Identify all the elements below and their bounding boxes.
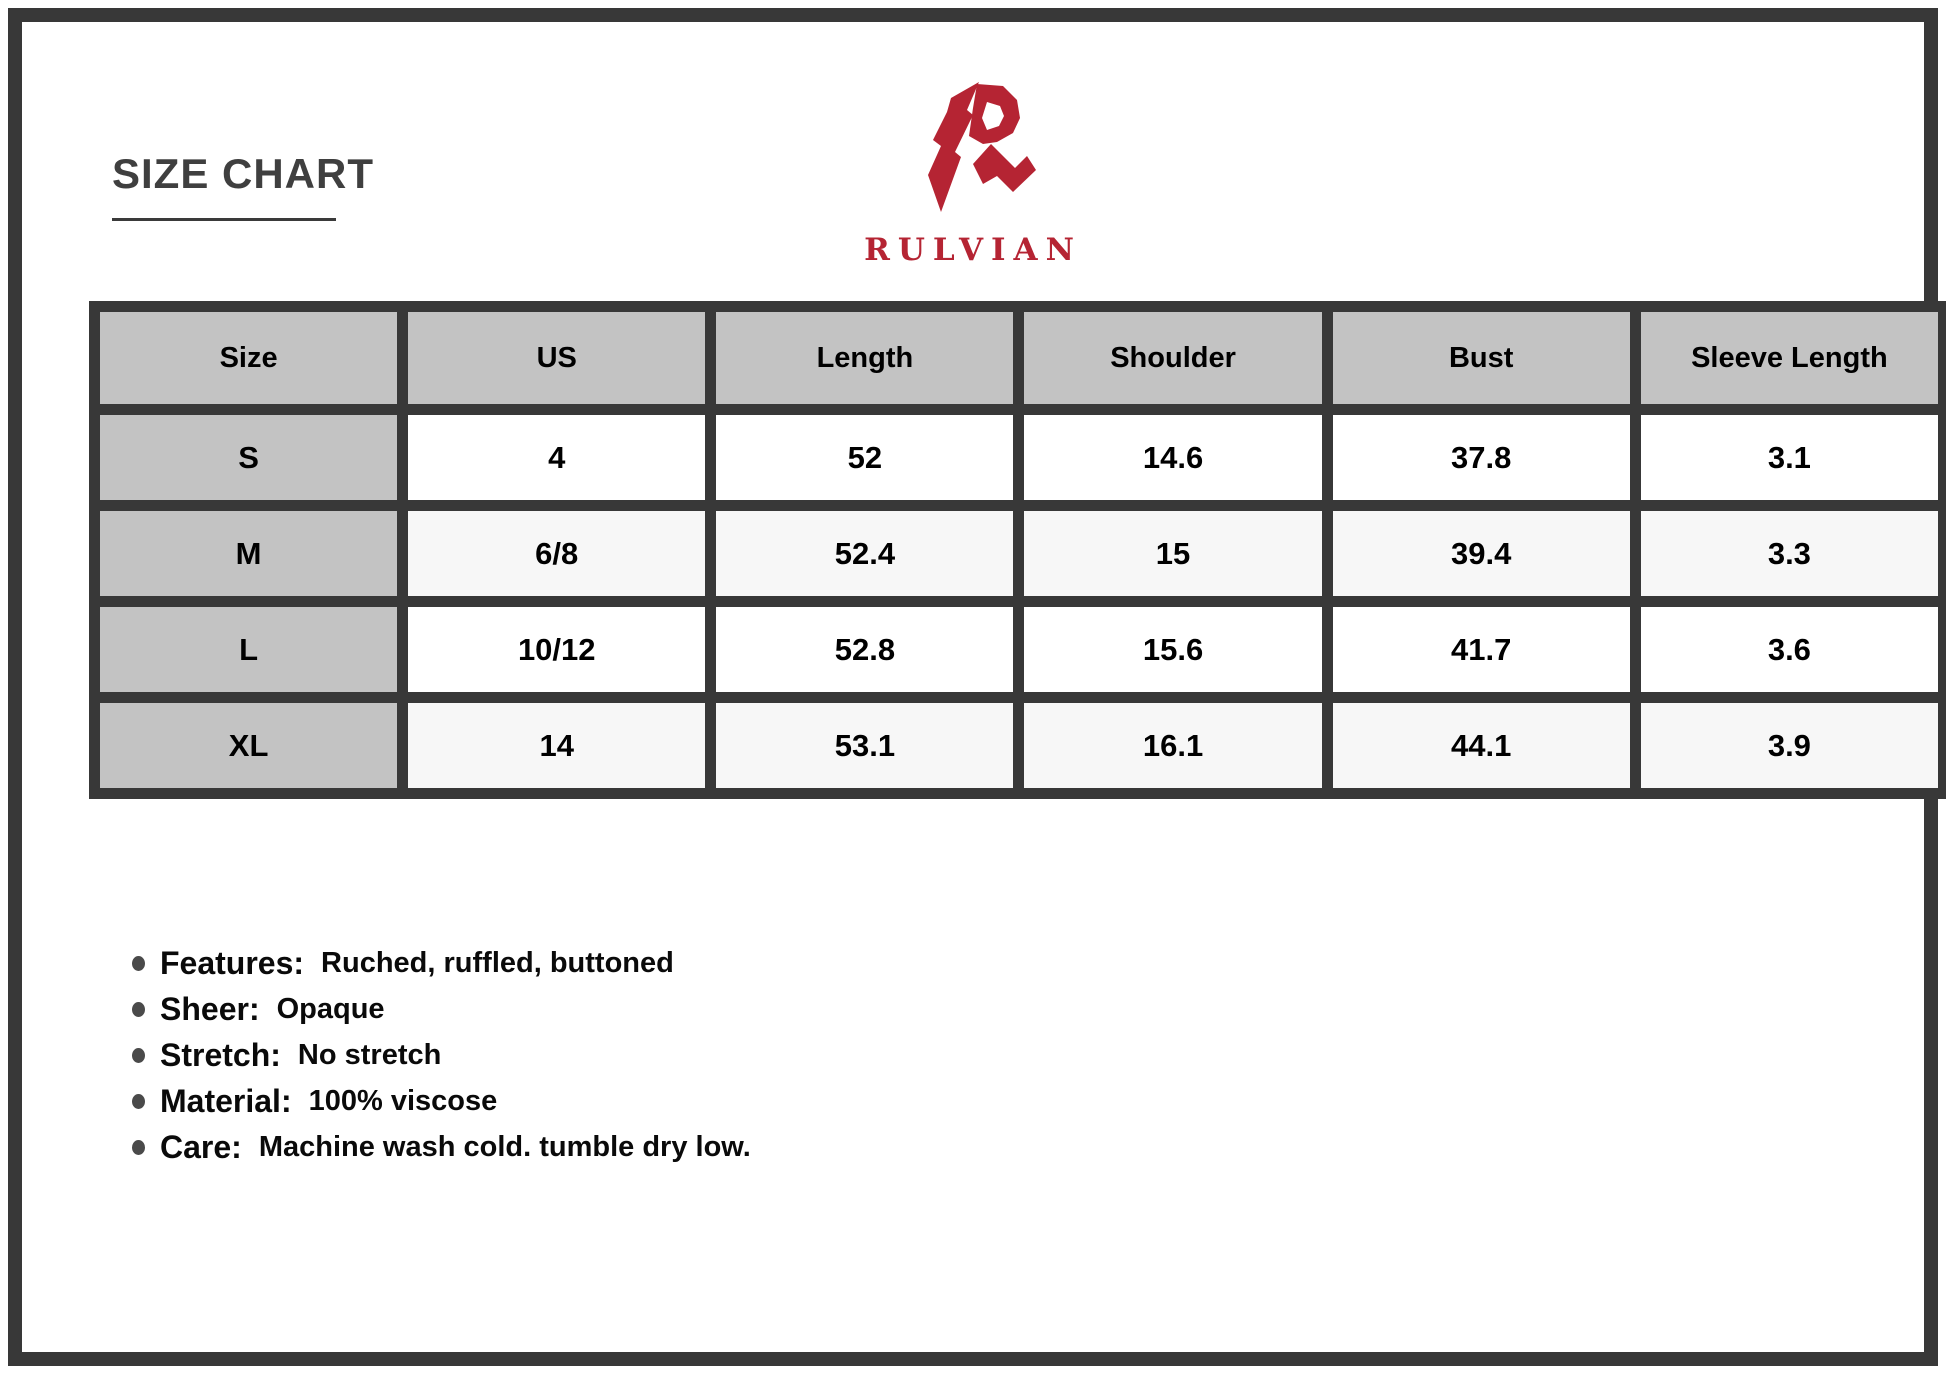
- detail-label: Care:: [160, 1128, 242, 1165]
- size-value-cell: 10/12: [403, 602, 711, 698]
- size-value-cell: 52.8: [711, 602, 1019, 698]
- detail-label: Stretch:: [160, 1036, 281, 1073]
- rulvian-angular-r-logo-icon: [898, 80, 1048, 230]
- size-table-header-cell: Size: [95, 307, 403, 410]
- size-value-cell: 14.6: [1019, 410, 1327, 506]
- size-value-cell: 53.1: [711, 698, 1019, 794]
- size-table-body: [95, 410, 1944, 794]
- size-value-cell: 52.4: [711, 506, 1019, 602]
- brand-logo-block: [44, 80, 1902, 268]
- detail-item: [132, 992, 751, 1026]
- detail-label: Features:: [160, 944, 305, 981]
- brand-name: RULVIAN: [864, 232, 1082, 268]
- size-value-cell: 37.8: [1327, 410, 1635, 506]
- size-row-label-cell: S: [95, 410, 403, 506]
- size-table-header-cell: Sleeve Length: [1635, 307, 1943, 410]
- page-title: SIZE CHART: [112, 150, 374, 197]
- size-row-label-cell: XL: [95, 698, 403, 794]
- bullet-dot-icon: [132, 1094, 145, 1109]
- size-value-cell: 41.7: [1327, 602, 1635, 698]
- detail-label: Material:: [160, 1082, 292, 1119]
- detail-item: [132, 946, 751, 980]
- size-value-cell: 16.1: [1019, 698, 1327, 794]
- detail-value: Ruched, ruffled, buttoned: [321, 946, 674, 979]
- size-table-header-cell: Shoulder: [1019, 307, 1327, 410]
- size-value-cell: 44.1: [1327, 698, 1635, 794]
- size-table: [89, 301, 1946, 799]
- size-value-cell: 3.3: [1635, 506, 1943, 602]
- size-value-cell: 15: [1019, 506, 1327, 602]
- size-value-cell: 3.9: [1635, 698, 1943, 794]
- size-table-row: [95, 506, 1944, 602]
- size-value-cell: 39.4: [1327, 506, 1635, 602]
- size-table-row: [95, 698, 1944, 794]
- size-table-wrap: [89, 301, 1946, 799]
- bullet-dot-icon: [132, 1140, 145, 1155]
- size-table-header-row: [95, 307, 1944, 410]
- size-row-label-cell: M: [95, 506, 403, 602]
- size-value-cell: 52: [711, 410, 1019, 506]
- bullet-dot-icon: [132, 956, 145, 971]
- page-frame: [8, 8, 1938, 1366]
- detail-value: Opaque: [276, 992, 385, 1025]
- detail-value: Machine wash cold. tumble dry low.: [258, 1130, 751, 1163]
- detail-item: [132, 1130, 751, 1164]
- size-value-cell: 4: [403, 410, 711, 506]
- detail-item: [132, 1084, 751, 1118]
- product-details-list: [132, 946, 751, 1176]
- size-table-header-cell: Length: [711, 307, 1019, 410]
- bullet-dot-icon: [132, 1002, 145, 1017]
- size-value-cell: 14: [403, 698, 711, 794]
- size-table-head: [95, 307, 1944, 410]
- size-value-cell: 3.1: [1635, 410, 1943, 506]
- bullet-dot-icon: [132, 1048, 145, 1063]
- size-table-header-cell: Bust: [1327, 307, 1635, 410]
- size-table-row: [95, 410, 1944, 506]
- detail-value: 100% viscose: [308, 1084, 498, 1117]
- size-value-cell: 15.6: [1019, 602, 1327, 698]
- size-value-cell: 6/8: [403, 506, 711, 602]
- size-row-label-cell: L: [95, 602, 403, 698]
- size-value-cell: 3.6: [1635, 602, 1943, 698]
- page-content: [44, 44, 1902, 1330]
- detail-value: No stretch: [297, 1038, 442, 1071]
- detail-item: [132, 1038, 751, 1072]
- size-table-header-cell: US: [403, 307, 711, 410]
- detail-label: Sheer:: [160, 990, 260, 1027]
- size-table-row: [95, 602, 1944, 698]
